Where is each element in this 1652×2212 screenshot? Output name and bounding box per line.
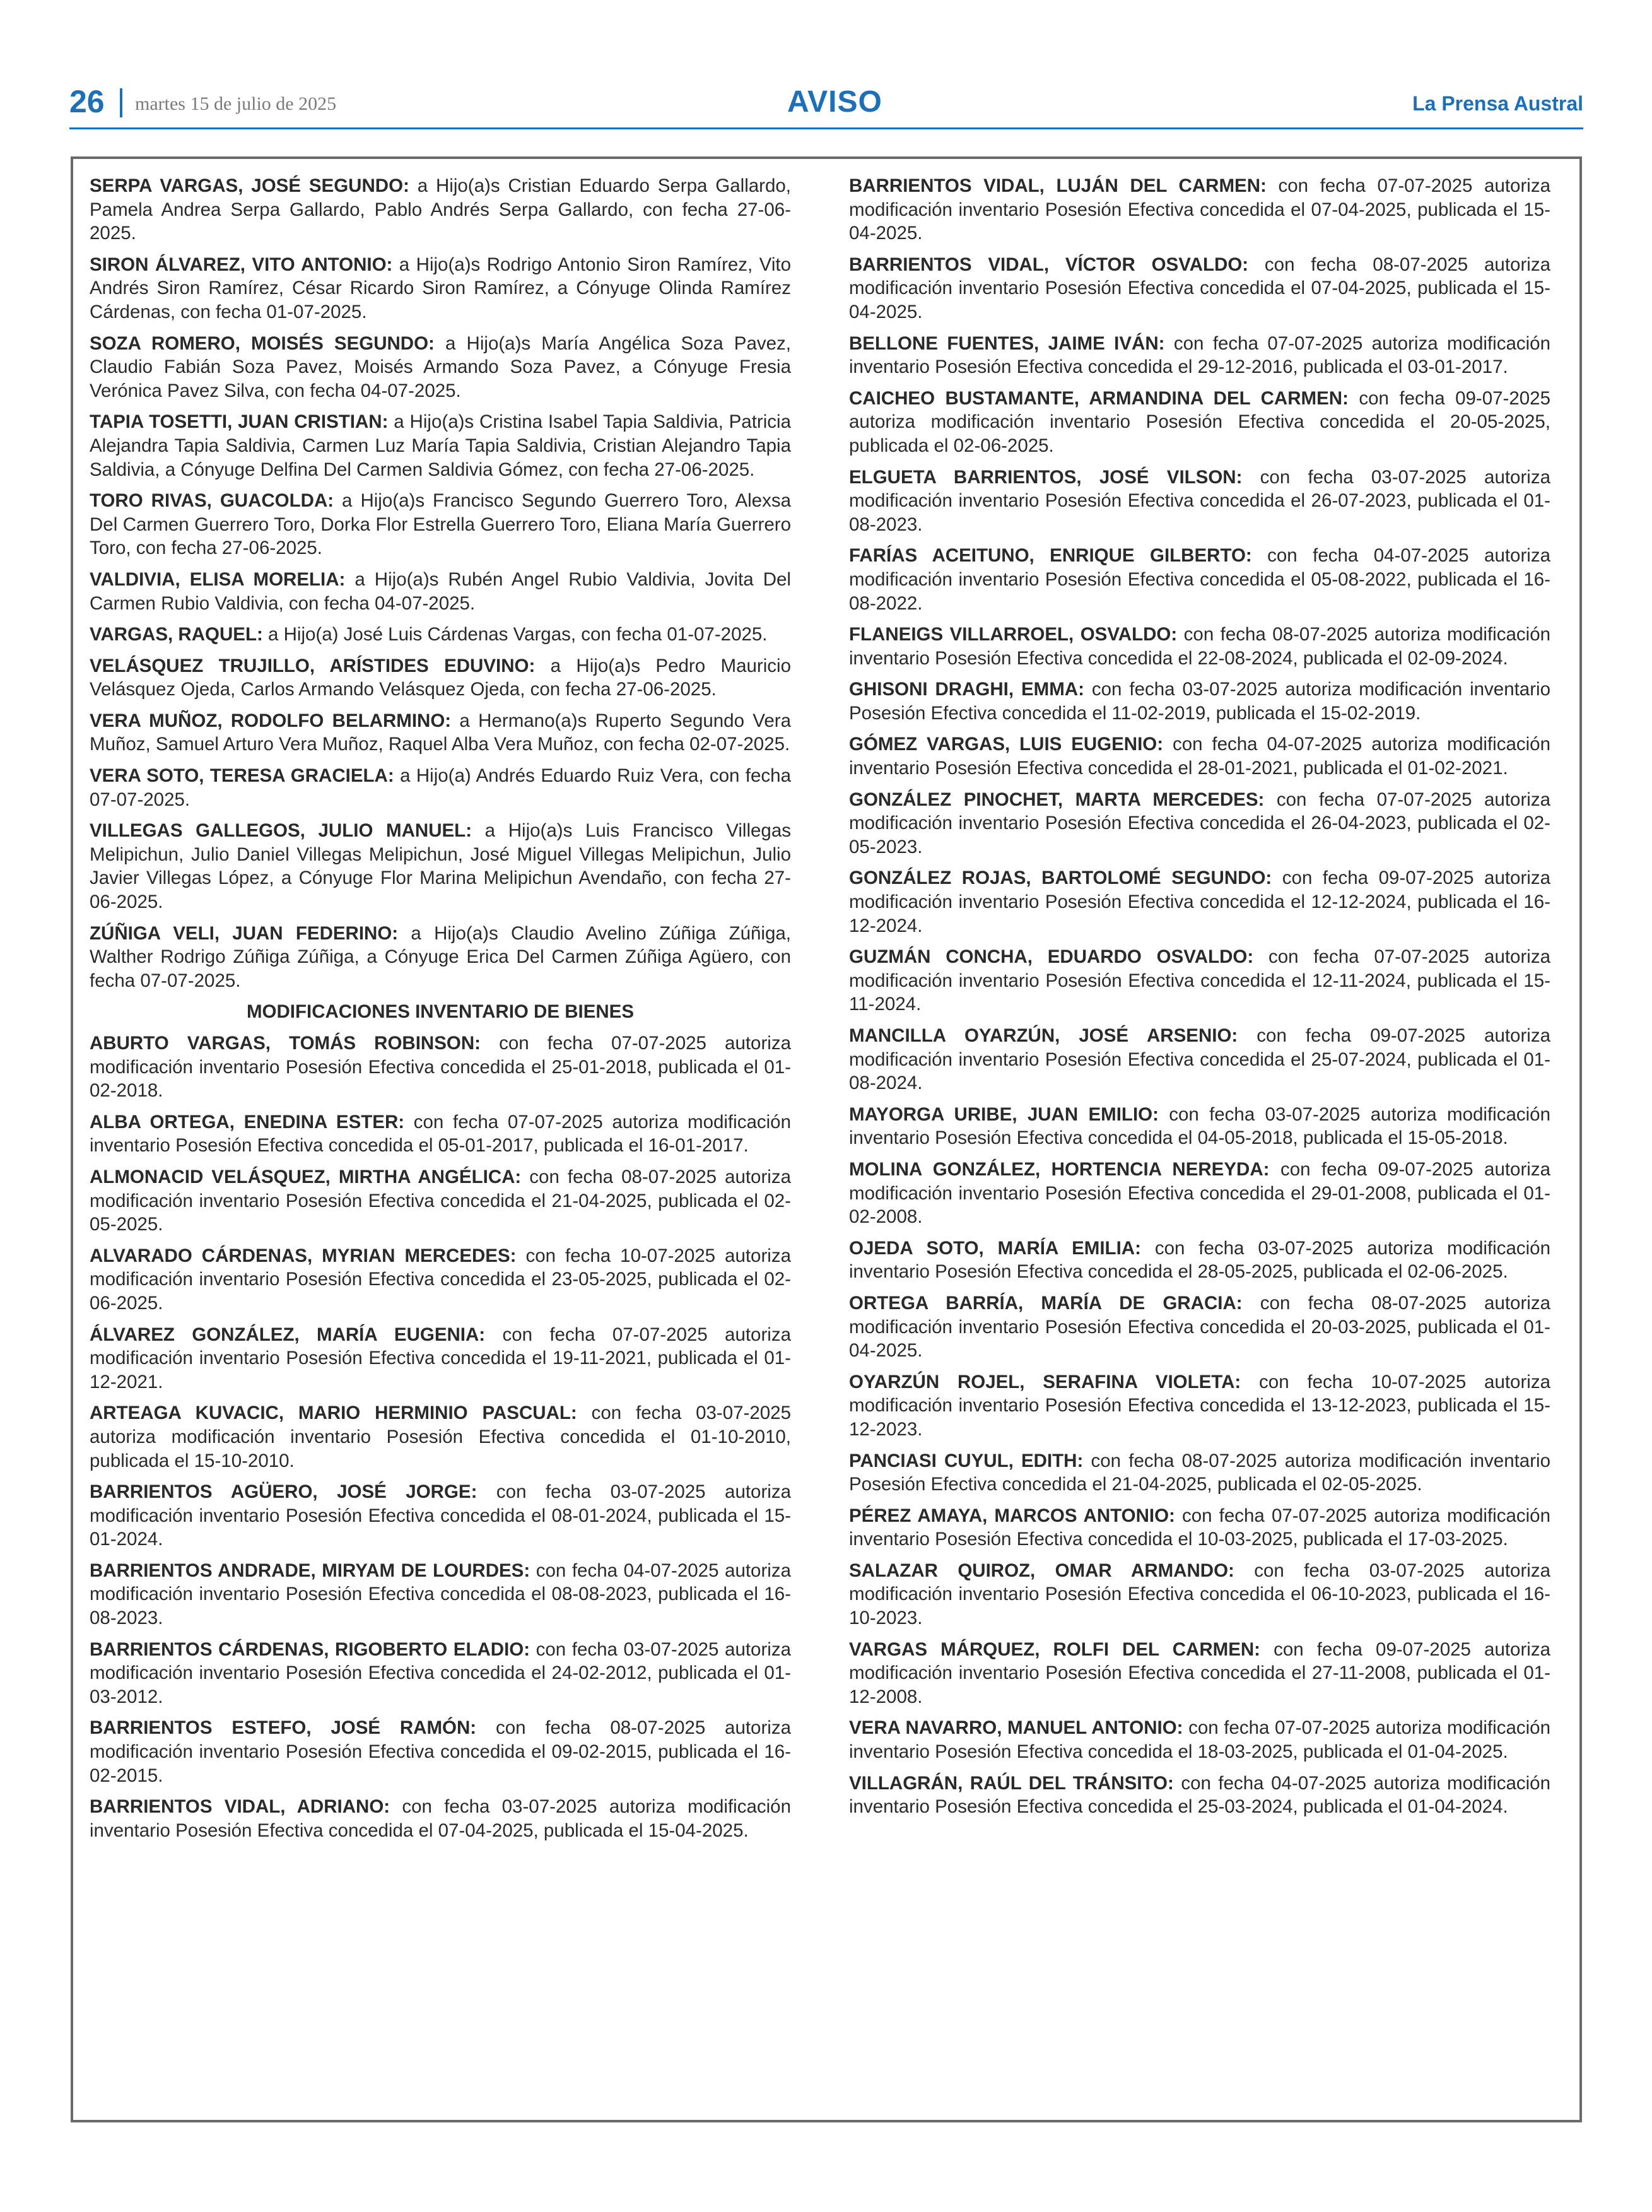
notice-entry (90, 1110, 791, 1158)
entry-text: con fecha 08-07-2025 autoriza modificación inventario Posesión Efectiva concedida el 09-02-2015, publicada el 16-02-2015. (90, 1717, 791, 1786)
entry-text: con fecha 07-07-2025 autoriza modificación inventario Posesión Efectiva concedida el 26-04-2023, publicada el 02-05-2023. (849, 789, 1550, 857)
notice-entry (849, 1772, 1550, 1819)
notice-entry (849, 1504, 1550, 1551)
notice-entry (849, 732, 1550, 780)
notice-entry (90, 332, 791, 403)
entry-text: con fecha 07-07-2025 autoriza modificación inventario Posesión Efectiva concedida el 12-11-2024, publicada el 15-11-2024. (849, 946, 1550, 1015)
section-title: AVISO (787, 85, 882, 119)
entry-text: con fecha 04-07-2025 autoriza modificación inventario Posesión Efectiva concedida el 25-03-2024, publicada el 01-04-2024. (849, 1772, 1550, 1818)
notice-entry (849, 866, 1550, 938)
entry-name: VERA SOTO, TERESA GRACIELA: (90, 765, 394, 787)
entry-name: MOLINA GONZÁLEZ, HORTENCIA NEREYDA: (849, 1158, 1270, 1180)
modification-entries-right (849, 174, 1550, 1819)
notice-entry (90, 1716, 791, 1787)
entry-name: BARRIENTOS ANDRADE, MIRYAM DE LOURDES: (90, 1560, 530, 1581)
entry-text: con fecha 03-07-2025 autoriza modificación inventario Posesión Efectiva concedida el 06-10-2023, publicada el 16-10-2023. (849, 1560, 1550, 1629)
entry-name: TORO RIVAS, GUACOLDA: (90, 490, 334, 512)
inheritance-entries (90, 174, 791, 992)
entry-name: VARGAS MÁRQUEZ, ROLFI DEL CARMEN: (849, 1638, 1260, 1660)
entry-name: MAYORGA URIBE, JUAN EMILIO: (849, 1103, 1159, 1125)
entry-name: VILLEGAS GALLEGOS, JULIO MANUEL: (90, 820, 472, 842)
entry-text: a Hijo(a)s Luis Francisco Villegas Melipichun, Julio Daniel Villegas Melipichun, José Miguel Villegas Melipichun, Julio Javier Villegas López, a Cónyuge Flor Marina Melipichun Avendaño, con fecha 27-06-2025. (90, 820, 791, 913)
left-column (90, 174, 791, 1850)
notice-entry (849, 1024, 1550, 1095)
header-rule (69, 127, 1583, 129)
notice-entry (849, 332, 1550, 379)
entry-text: con fecha 07-07-2025 autoriza modificación inventario Posesión Efectiva concedida el 29-12-2016, publicada el 03-01-2017. (849, 332, 1550, 378)
entry-text: con fecha 07-07-2025 autoriza modificación inventario Posesión Efectiva concedida el 25-01-2018, publicada el 01-02-2018. (90, 1033, 791, 1102)
notice-entry (90, 764, 791, 811)
entry-name: SIRON ÁLVAREZ, VITO ANTONIO: (90, 254, 393, 275)
notice-entry (849, 788, 1550, 859)
modification-entries-left (90, 1032, 791, 1842)
entry-name: BARRIENTOS CÁRDENAS, RIGOBERTO ELADIO: (90, 1638, 530, 1660)
entry-text: con fecha 07-07-2025 autoriza modificación inventario Posesión Efectiva concedida el 19-11-2021, publicada el 01-12-2021. (90, 1324, 791, 1392)
page-number: 26 (69, 84, 105, 119)
notice-entry (90, 709, 791, 756)
notice-entry (90, 1795, 791, 1842)
notice-entry (849, 1449, 1550, 1497)
entry-name: BARRIENTOS AGÜERO, JOSÉ JORGE: (90, 1481, 477, 1503)
notice-entry (90, 922, 791, 993)
notice-entry (90, 1638, 791, 1709)
notice-entry (849, 1559, 1550, 1630)
notice-entry (90, 623, 791, 647)
entry-text: con fecha 03-07-2025 autoriza modificación inventario Posesión Efectiva concedida el 28-05-2025, publicada el 02-06-2025. (849, 1237, 1550, 1283)
entry-name: BARRIENTOS VIDAL, ADRIANO: (90, 1796, 390, 1818)
entry-text: a Hijo(a)s Pedro Mauricio Velásquez Ojeda, Carlos Armando Velásquez Ojeda, con fecha 27-06-2025. (90, 655, 791, 700)
entry-text: con fecha 04-07-2025 autoriza modificación inventario Posesión Efectiva concedida el 08-08-2023, publicada el 16-08-2023. (90, 1560, 791, 1629)
entry-name: ZÚÑIGA VELI, JUAN FEDERINO: (90, 922, 399, 944)
entry-text: con fecha 09-07-2025 autoriza modificación inventario Posesión Efectiva concedida el 20-05-2025, publicada el 02-06-2025. (849, 387, 1550, 456)
entry-name: VERA NAVARRO, MANUEL ANTONIO: (849, 1717, 1183, 1739)
entry-text: a Hijo(a) Andrés Eduardo Ruiz Vera, con fecha 07-07-2025. (90, 765, 791, 810)
entry-name: ALMONACID VELÁSQUEZ, MIRTHA ANGÉLICA: (90, 1166, 522, 1187)
right-column (849, 174, 1550, 1827)
notice-entry (90, 410, 791, 481)
notice-entry (90, 1323, 791, 1394)
entry-text: a Hijo(a)s Francisco Segundo Guerrero Toro, Alexsa Del Carmen Guerrero Toro, Dorka Flor Estrella Guerrero Toro, Eliana María Guerrero Toro, con fecha 27-06-2025. (90, 490, 791, 559)
entry-name: GONZÁLEZ ROJAS, BARTOLOMÉ SEGUNDO: (849, 868, 1272, 889)
entry-text: a Hijo(a)s María Angélica Soza Pavez, Claudio Fabián Soza Pavez, Moisés Armando Soza Pavez, a Cónyuge Fresia Verónica Pavez Silva, con fecha 04-07-2025. (90, 332, 791, 401)
entry-name: ÁLVAREZ GONZÁLEZ, MARÍA EUGENIA: (90, 1324, 486, 1345)
entry-name: BARRIENTOS VIDAL, VÍCTOR OSVALDO: (849, 254, 1249, 275)
publication-name: La Prensa Austral (1412, 92, 1583, 115)
notice-entry (849, 1237, 1550, 1284)
entry-text: con fecha 07-07-2025 autoriza modificación inventario Posesión Efectiva concedida el 07-04-2025, publicada el 15-04-2025. (849, 175, 1550, 244)
notice-entry (849, 1638, 1550, 1709)
notice-entry (90, 1244, 791, 1315)
entry-text: con fecha 08-07-2025 autoriza modificación inventario Posesión Efectiva concedida el 20-03-2025, publicada el 01-04-2025. (849, 1292, 1550, 1362)
notice-entry (849, 1370, 1550, 1442)
header-divider (120, 88, 122, 117)
modifications-heading: MODIFICACIONES INVENTARIO DE BIENES (246, 1001, 635, 1023)
entry-text: con fecha 04-07-2025 autoriza modificación inventario Posesión Efectiva concedida el 28-01-2021, publicada el 01-02-2021. (849, 734, 1550, 779)
entry-name: ARTEAGA KUVACIC, MARIO HERMINIO PASCUAL: (90, 1403, 577, 1424)
entry-text: con fecha 09-07-2025 autoriza modificación inventario Posesión Efectiva concedida el 25-07-2024, publicada el 01-08-2024. (849, 1025, 1550, 1094)
entry-text: con fecha 03-07-2025 autoriza modificación inventario Posesión Efectiva concedida el 01-10-2010, publicada el 15-10-2010. (90, 1403, 791, 1471)
entry-text: con fecha 09-07-2025 autoriza modificación inventario Posesión Efectiva concedida el 27-11-2008, publicada el 01-12-2008. (849, 1638, 1550, 1707)
entry-text: con fecha 08-07-2025 autoriza modificación inventario Posesión Efectiva concedida el 21-04-2025, publicada el 02-05-2025. (90, 1166, 791, 1235)
notice-entry (90, 1165, 791, 1237)
entry-name: VERA MUÑOZ, RODOLFO BELARMINO: (90, 710, 452, 731)
notice-entry (849, 1291, 1550, 1363)
entry-text: con fecha 04-07-2025 autoriza modificación inventario Posesión Efectiva concedida el 05-08-2022, publicada el 16-08-2022. (849, 545, 1550, 614)
entry-text: con fecha 03-07-2025 autoriza modificación inventario Posesión Efectiva concedida el 26-07-2023, publicada el 01-08-2023. (849, 466, 1550, 535)
notice-entry (849, 174, 1550, 245)
entry-text: con fecha 03-07-2025 autoriza modificación inventario Posesión Efectiva concedida el 24-02-2012, publicada el 01-03-2012. (90, 1638, 791, 1707)
entry-name: ALVARADO CÁRDENAS, MYRIAN MERCEDES: (90, 1245, 517, 1266)
entry-text: con fecha 10-07-2025 autoriza modificación inventario Posesión Efectiva concedida el 23-05-2025, publicada el 02-06-2025. (90, 1245, 791, 1314)
notice-entry (849, 1158, 1550, 1229)
entry-name: VARGAS, RAQUEL: (90, 624, 263, 645)
notice-entry (849, 678, 1550, 725)
entry-text: con fecha 07-07-2025 autoriza modificación inventario Posesión Efectiva concedida el 05-01-2017, publicada el 16-01-2017. (90, 1111, 791, 1156)
entry-name: PÉREZ AMAYA, MARCOS ANTONIO: (849, 1505, 1175, 1526)
entry-name: OJEDA SOTO, MARÍA EMILIA: (849, 1237, 1141, 1259)
entry-name: FLANEIGS VILLARROEL, OSVALDO: (849, 624, 1178, 645)
entry-name: MANCILLA OYARZÚN, JOSÉ ARSENIO: (849, 1025, 1238, 1046)
notice-entry (849, 544, 1550, 615)
entry-name: BELLONE FUENTES, JAIME IVÁN: (849, 332, 1165, 354)
notice-entry (90, 1401, 791, 1473)
notice-entry (90, 174, 791, 245)
entry-text: con fecha 07-07-2025 autoriza modificación inventario Posesión Efectiva concedida el 18-03-2025, publicada el 01-04-2025. (849, 1717, 1550, 1763)
notice-entry (849, 1103, 1550, 1150)
entry-text: con fecha 08-07-2025 autoriza modificación inventario Posesión Efectiva concedida el 07-04-2025, publicada el 15-04-2025. (849, 254, 1550, 322)
entry-name: TAPIA TOSETTI, JUAN CRISTIAN: (90, 411, 389, 433)
entry-name: VILLAGRÁN, RAÚL DEL TRÁNSITO: (849, 1772, 1174, 1794)
entry-text: con fecha 10-07-2025 autoriza modificación inventario Posesión Efectiva concedida el 13-12-2023, publicada el 15-12-2023. (849, 1371, 1550, 1440)
entry-name: ABURTO VARGAS, TOMÁS ROBINSON: (90, 1033, 481, 1054)
entry-name: ALBA ORTEGA, ENEDINA ESTER: (90, 1111, 405, 1132)
entry-text: a Hijo(a)s Claudio Avelino Zúñiga Zúñiga, Walther Rodrigo Zúñiga Zúñiga, a Cónyuge Erica Del Carmen Zúñiga Agüero, con fecha 07-07-2025. (90, 922, 791, 991)
notice-entry (90, 1480, 791, 1551)
notice-entry (90, 253, 791, 324)
notice-entry (90, 568, 791, 615)
entry-name: BARRIENTOS VIDAL, LUJÁN DEL CARMEN: (849, 175, 1267, 196)
entry-text: con fecha 09-07-2025 autoriza modificación inventario Posesión Efectiva concedida el 12-12-2024, publicada el 16-12-2024. (849, 868, 1550, 936)
entry-text: a Hijo(a)s Cristina Isabel Tapia Saldivia, Patricia Alejandra Tapia Saldivia, Carmen Luz María Tapia Saldivia, Cristian Alejandro Tapia Saldivia, a Cónyuge Delfina Del Carmen Saldivia Gómez, con fecha 27-06-2025. (90, 411, 791, 480)
entry-text: con fecha 08-07-2025 autoriza modificación inventario Posesión Efectiva concedida el 22-08-2024, publicada el 02-09-2024. (849, 624, 1551, 669)
entry-text: con fecha 03-07-2025 autoriza modificación inventario Posesión Efectiva concedida el 08-01-2024, publicada el 15-01-2024. (90, 1481, 791, 1550)
entry-text: con fecha 03-07-2025 autoriza modificación inventario Posesión Efectiva concedida el 07-04-2025, publicada el 15-04-2025. (90, 1796, 791, 1841)
entry-text: con fecha 08-07-2025 autoriza modificación inventario Posesión Efectiva concedida el 21-04-2025, publicada el 02-05-2025. (849, 1450, 1550, 1495)
entry-text: a Hijo(a)s Rubén Angel Rubio Valdivia, Jovita Del Carmen Rubio Valdivia, con fecha 04-07-2025. (90, 568, 791, 614)
notice-entry (90, 489, 791, 560)
entry-text: con fecha 09-07-2025 autoriza modificación inventario Posesión Efectiva concedida el 29-01-2008, publicada el 01-02-2008. (849, 1158, 1550, 1228)
entry-name: SERPA VARGAS, JOSÉ SEGUNDO: (90, 175, 409, 196)
notice-entry (849, 253, 1550, 324)
entry-name: VELÁSQUEZ TRUJILLO, ARÍSTIDES EDUVINO: (90, 655, 536, 676)
entry-name: SALAZAR QUIROZ, OMAR ARMANDO: (849, 1560, 1234, 1581)
entry-text: a Hijo(a)s Cristian Eduardo Serpa Gallardo, Pamela Andrea Serpa Gallardo, Pablo Andrés Serpa Gallardo, con fecha 27-06-2025. (90, 175, 791, 244)
entry-name: FARÍAS ACEITUNO, ENRIQUE GILBERTO: (849, 545, 1252, 567)
notice-entry (90, 1559, 791, 1630)
entry-text: con fecha 03-07-2025 autoriza modificación inventario Posesión Efectiva concedida el 04-05-2018, publicada el 15-05-2018. (849, 1103, 1550, 1149)
entry-name: OYARZÚN ROJEL, SERAFINA VIOLETA: (849, 1371, 1241, 1392)
page-header (69, 82, 1583, 126)
notice-entry (849, 387, 1550, 458)
notice-entry (849, 945, 1550, 1016)
entry-name: SOZA ROMERO, MOISÉS SEGUNDO: (90, 332, 435, 354)
entry-text: a Hermano(a)s Ruperto Segundo Vera Muñoz, Samuel Arturo Vera Muñoz, Raquel Alba Vera Muñoz, con fecha 02-07-2025. (90, 710, 791, 755)
entry-name: GONZÁLEZ PINOCHET, MARTA MERCEDES: (849, 789, 1265, 810)
publication-date: martes 15 de julio de 2025 (135, 93, 337, 114)
entry-name: GÓMEZ VARGAS, LUIS EUGENIO: (849, 734, 1164, 755)
entry-name: GUZMÁN CONCHA, EDUARDO OSVALDO: (849, 946, 1254, 968)
entry-text: con fecha 07-07-2025 autoriza modificación inventario Posesión Efectiva concedida el 10-03-2025, publicada el 17-03-2025. (849, 1505, 1550, 1550)
notice-entry (90, 819, 791, 914)
notice-entry (849, 1716, 1550, 1763)
entry-text: con fecha 03-07-2025 autoriza modificación inventario Posesión Efectiva concedida el 11-02-2019, publicada el 15-02-2019. (849, 679, 1550, 724)
notice-entry (90, 654, 791, 702)
entry-name: BARRIENTOS ESTEFO, JOSÉ RAMÓN: (90, 1717, 477, 1739)
entry-name: VALDIVIA, ELISA MORELIA: (90, 568, 346, 590)
entry-name: ORTEGA BARRÍA, MARÍA DE GRACIA: (849, 1292, 1243, 1314)
entry-text: a Hijo(a) José Luis Cárdenas Vargas, con fecha 01-07-2025. (262, 624, 768, 645)
entry-name: GHISONI DRAGHI, EMMA: (849, 679, 1084, 700)
entry-text: a Hijo(a)s Rodrigo Antonio Siron Ramírez, Vito Andrés Siron Ramírez, César Ricardo Siron Ramírez, a Cónyuge Olinda Ramírez Cárdenas, con fecha 01-07-2025. (90, 254, 791, 322)
entry-name: PANCIASI CUYUL, EDITH: (849, 1450, 1084, 1471)
notice-entry (849, 623, 1550, 670)
notice-entry (849, 466, 1550, 537)
entry-name: CAICHEO BUSTAMANTE, ARMANDINA DEL CARMEN: (849, 387, 1349, 409)
entry-name: ELGUETA BARRIENTOS, JOSÉ VILSON: (849, 466, 1243, 488)
notice-entry (90, 1032, 791, 1103)
